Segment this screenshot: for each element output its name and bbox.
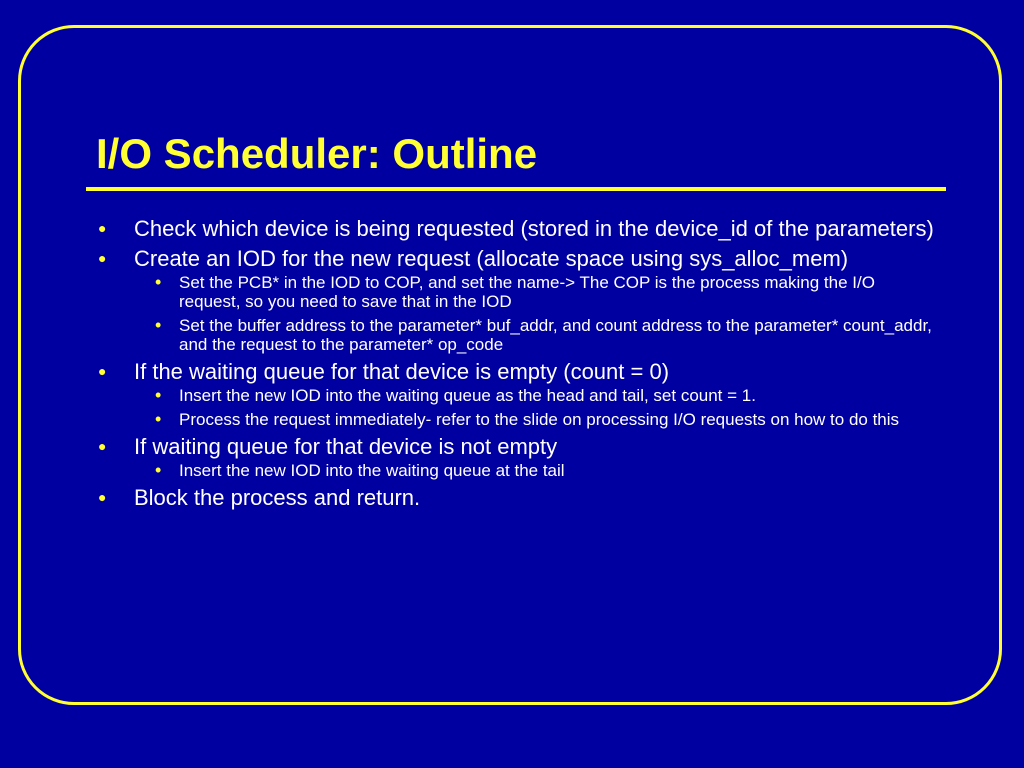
sub-bullet-item <box>134 461 936 480</box>
bullet-text: If waiting queue for that device is not empty <box>134 434 558 459</box>
bullet-item <box>96 246 936 354</box>
title-underline <box>86 187 946 191</box>
sub-bullet-item <box>134 316 936 354</box>
slide-title: I/O Scheduler: Outline <box>96 130 538 177</box>
sub-bullet-text: Insert the new IOD into the waiting queue at the tail <box>179 461 565 480</box>
bullet-dot-icon: ● <box>98 489 107 505</box>
sub-bullet-list <box>134 461 936 480</box>
bullet-dot-icon: ● <box>98 250 107 266</box>
bullet-dot-icon: ● <box>98 220 107 236</box>
sub-bullet-dot-icon: • <box>155 409 162 429</box>
sub-bullet-dot-icon: • <box>155 272 162 292</box>
sub-bullet-list <box>134 386 936 429</box>
bullet-text: Block the process and return. <box>134 485 421 510</box>
bullet-item <box>96 434 936 480</box>
bullet-dot-icon: ● <box>98 438 107 454</box>
sub-bullet-item <box>134 410 936 429</box>
bullet-item <box>96 485 936 510</box>
sub-bullet-dot-icon: • <box>155 315 162 335</box>
sub-bullet-dot-icon: • <box>155 460 162 480</box>
bullet-dot-icon: ● <box>98 363 107 379</box>
bullet-list <box>96 216 936 515</box>
bullet-text: Check which device is being requested (stored in the device_id of the parameters) <box>134 216 934 241</box>
sub-bullet-list <box>134 273 936 354</box>
sub-bullet-item <box>134 386 936 405</box>
bullet-text: Create an IOD for the new request (allocate space using sys_alloc_mem) <box>134 246 849 271</box>
sub-bullet-text: Insert the new IOD into the waiting queue as the head and tail, set count = 1. <box>179 386 756 405</box>
bullet-item <box>96 359 936 429</box>
bullet-item <box>96 216 936 241</box>
sub-bullet-text: Set the PCB* in the IOD to COP, and set the name-> The COP is the process making the I/O request, so you need to save that in the IOD <box>179 273 875 311</box>
sub-bullet-text: Process the request immediately- refer to the slide on processing I/O requests on how to do this <box>179 410 900 429</box>
sub-bullet-item <box>134 273 936 311</box>
sub-bullet-dot-icon: • <box>155 385 162 405</box>
bullet-text: If the waiting queue for that device is empty (count = 0) <box>134 359 670 384</box>
sub-bullet-text: Set the buffer address to the parameter* buf_addr, and count address to the parameter* count_addr, and the request to the parameter* op_code <box>179 316 932 354</box>
